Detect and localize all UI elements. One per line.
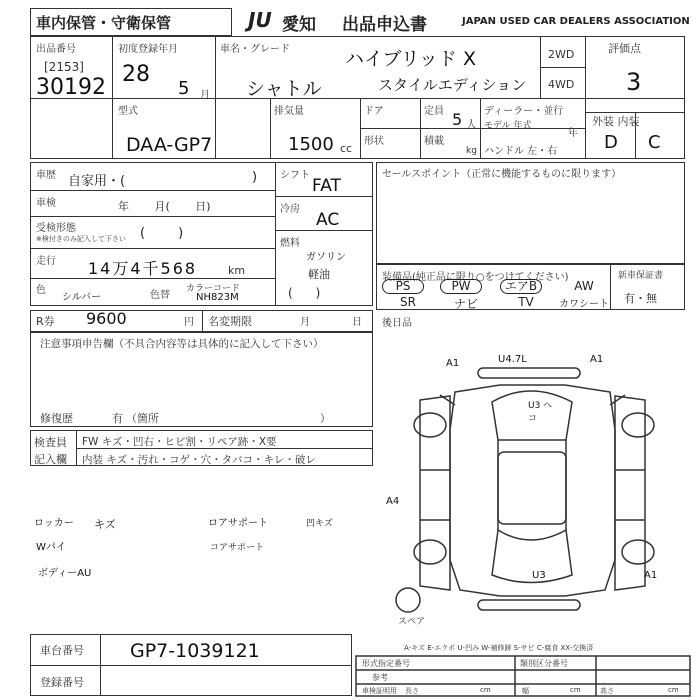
fuel-value: ガソリン [306,252,346,263]
spec-label: 形式指定番号 [362,659,410,668]
dealer-label: ディーラー・並行 [484,106,564,117]
notice-label: 注意事項申告欄（不具合内容等は具体的に記入して下さい） [40,338,324,350]
equipment-label: 装備品(純正品に限り○をつけてください) [382,272,569,283]
inspector-label1: 検査員 [34,436,67,449]
eval-score: 3 [626,68,642,96]
class-label: 類別区分番号 [520,659,568,668]
spare-label: スペア [398,617,426,627]
sales-label: セールスポイント（正常に機能するものに限ります） [382,169,622,180]
int-score: C [648,132,661,153]
fw-line: FW キズ・凹右・ヒビ割・リペア跡・X要 [82,436,277,448]
equipment-item: AW [574,279,594,293]
recycle-value: 9600 [86,309,127,328]
door-label: ドア [364,106,384,117]
history-label: 車歴 [36,170,56,181]
chassis-label: 車台番号 [40,644,84,657]
repair-paren: （箇所 ） [126,412,331,425]
note-lower-dent: 凹キズ [306,519,333,529]
eval-label: 評価点 [608,42,641,55]
spec-ref: 参考 [372,673,388,682]
seats-label: 定員 [424,106,444,117]
color-change-label: 色替 [150,290,170,301]
mileage-value: 14万4千568 [88,259,198,278]
mileage-label: 走行 [36,256,56,267]
anno-right-top: A1 [590,354,604,365]
reg-number-label: 登録番号 [40,676,84,689]
repair-label: 修復歴 [40,412,73,425]
width-label: 幅 [522,687,529,695]
ext-score: D [604,132,618,153]
damage-legend: A-キズ E-エクボ U-凹み W-補修跡 S-サビ C-腐食 XX-交換済 [404,644,594,652]
anno-top: U4.7L [498,354,527,365]
shift-label: シフト [280,170,310,181]
recycle-label: R券 [36,315,55,328]
brand-name: 愛知 [282,15,316,35]
note-lower-support: ロアサポート [208,518,268,529]
transfer-month: 月 [300,317,310,328]
note-body: ボディーAU [38,568,92,579]
note-core-support: コアサポート [210,543,265,553]
inspection-label: 車検 [36,198,56,209]
interior-line: 内装 キズ・汚れ・コゲ・穴・タバコ・キレ・破レ [82,454,316,466]
color-value: シルバー [62,292,102,303]
drive-4wd: 4WD [548,78,575,91]
seats-value: 5 [452,110,463,129]
shape-label: 形状 [364,136,384,147]
later-label: 後日品 [382,318,412,329]
intake-paren: ( ) [140,226,184,241]
history-value: 自家用・( [68,174,126,189]
form-title: 出品申込書 [342,15,427,35]
fuel-label: 燃料 [280,238,300,249]
car-name: シャトル [246,78,322,100]
lot-sub: [2153] [44,60,84,74]
equipment-item: カワシート [559,299,609,310]
equipment-item: PS [382,279,424,294]
anno-left-top: A1 [446,358,460,369]
seats-unit: 人 [466,118,477,131]
anno-side: A4 [386,496,400,507]
chassis-value: GP7-1039121 [130,640,260,662]
equipment-item: エアB [500,279,542,294]
disp-label: 排気量 [274,106,304,117]
history-close: ) [252,170,258,185]
reg-month: 5 [178,78,190,99]
warranty-options: 有・無 [624,292,657,305]
equipment-item: ナビ [453,297,478,311]
length-label: 長さ [405,687,419,695]
weight-unit: kg [466,146,477,156]
color-code-value: NH823M [196,292,239,303]
reg-month-unit: 月 [200,90,210,101]
grade-line2: スタイルエディション [378,76,527,94]
color-label: 色 [36,285,46,296]
ac-label: 冷房 [280,204,300,215]
weight-label: 積載 [424,136,444,147]
shift-value: FAT [312,176,341,196]
equipment-item: SR [400,295,416,309]
model-value: DAA-GP7 [126,134,213,156]
reg-label: 初度登録年月 [118,44,178,55]
cert-label: 車検証明用 [362,687,397,695]
mileage-unit: km [228,264,246,277]
name-label: 車名・グレード [220,44,290,55]
association-name: JAPAN USED CAR DEALERS ASSOCIATION [462,16,690,27]
drive-2wd: 2WD [548,48,575,61]
model-label: 型式 [118,106,138,117]
lot-label: 出品番号 [36,44,76,55]
anno-hood: U3 ヘコ [528,401,553,424]
equipment-item: TV [518,295,534,309]
anno-rear-right: A1 [644,570,658,581]
storage-label: 車内保管・守衛保管 [36,14,172,32]
inspector-label2: 記入欄 [34,453,67,466]
lot-number: 30192 [36,75,106,100]
intake-label: 受検形態 [36,223,76,234]
height-label: 高さ [600,687,614,695]
note-wiper: Wパイ [36,542,66,553]
transfer-label: 名変期限 [208,315,252,328]
ac-value: AC [316,210,340,230]
handle-label: ハンドル 左・右 [484,146,558,157]
repair-value: 有 [112,412,123,425]
note-rocker: ロッカー [34,518,74,529]
note-rocker-scratch: キズ [94,518,116,531]
logo: JU [248,8,272,32]
intake-note: ※検付きのみ記入して下さい [36,235,126,243]
cm-1: cm [480,686,491,694]
cm-3: cm [668,686,679,694]
disp-value: 1500 [288,134,334,155]
grade-line1: ハイブリッド X [345,48,476,70]
model-year-label: モデル 年式 [484,121,532,131]
fuel-alt: 軽油 [308,268,330,281]
inspection-value: 年 月( 日) [118,200,211,213]
recycle-unit: 円 [184,317,194,328]
fuel-paren: ( ) [288,286,321,300]
transfer-day: 日 [352,317,362,328]
year-unit: 年 [568,128,578,139]
cm-2: cm [570,686,581,694]
color-code-label: カラーコード [186,284,241,294]
equipment-item: PW [440,279,482,294]
disp-unit: cc [340,142,353,155]
warranty-label: 新車保証書 [618,271,664,281]
ext-int-label: 外装 内装 [592,115,640,128]
anno-rear: U3 [532,570,546,581]
reg-year: 28 [122,62,150,87]
